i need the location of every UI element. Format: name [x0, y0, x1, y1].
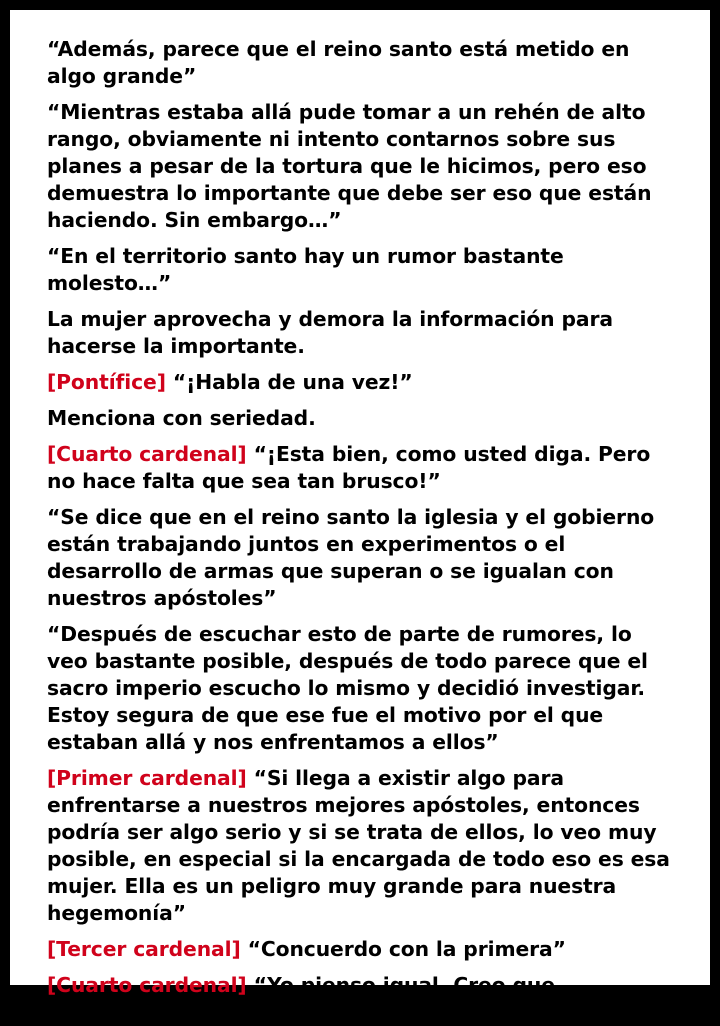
paragraph-text: “Además, parece que el reino santo está metido en algo grande” [47, 37, 630, 88]
paragraph-text: “Después de escuchar esto de parte de rumores, lo veo bastante posible, después de todo parece que el sacro imperio escucho lo mismo y decidió investigar. Estoy segura de que ese fue el motivo por el que estaban allá y nos enfrentamos a ellos” [47, 622, 648, 754]
paragraph-text: Menciona con seriedad. [47, 406, 316, 430]
paragraph [47, 99, 674, 234]
paragraph-text: “Mientras estaba allá pude tomar a un rehén de alto rango, obviamente ni intento contarnos sobre sus planes a pesar de la tortura que le hicimos, pero eso demuestra lo importante que debe ser eso que están haciendo. Sin embargo…” [47, 100, 652, 232]
paragraph-text: “Se dice que en el reino santo la iglesia y el gobierno están trabajando juntos en experimentos o el desarrollo de armas que superan o se igualan con nuestros apóstoles” [47, 505, 655, 610]
paragraph [47, 504, 674, 612]
speaker-tag: [Cuarto cardenal] [47, 442, 247, 466]
paragraph [47, 405, 674, 432]
paragraph-text: “¡Esta bien, como usted diga. Pero no hace falta que sea tan brusco!” [47, 442, 651, 493]
speaker-tag: [Cuarto cardenal] [47, 973, 247, 997]
dialogue-line [47, 369, 674, 396]
paragraph [47, 243, 674, 297]
paragraph-text: “Yo pienso igual. Creo que deberíamos investigar más sobre esto. [47, 973, 555, 1024]
dialogue-line [47, 936, 674, 963]
speaker-tag: [Pontífice] [47, 370, 166, 394]
dialogue-line [47, 441, 674, 495]
paragraph [47, 621, 674, 756]
document-page [10, 10, 710, 1024]
speaker-tag: [Primer cardenal] [47, 766, 247, 790]
paragraph [47, 306, 674, 360]
dialogue-line [47, 765, 674, 927]
paragraph-text: “Concuerdo con la primera” [240, 937, 566, 961]
paragraph [47, 36, 674, 90]
speaker-tag: [Tercer cardenal] [47, 937, 241, 961]
paragraph-text: “¡Habla de una vez!” [165, 370, 413, 394]
dialogue-line [47, 972, 674, 1026]
paragraph-text: “Si llega a existir algo para enfrentarse a nuestros mejores apóstoles, entonces podría ser algo serio y si se trata de ellos, lo veo muy posible, en especial si la encargada de todo eso es esa mujer. Ella es un peligro muy grande para nuestra hegemonía” [47, 766, 670, 925]
paragraph-text: La mujer aprovecha y demora la información para hacerse la importante. [47, 307, 613, 358]
paragraph-text: “En el territorio santo hay un rumor bastante molesto…” [47, 244, 564, 295]
